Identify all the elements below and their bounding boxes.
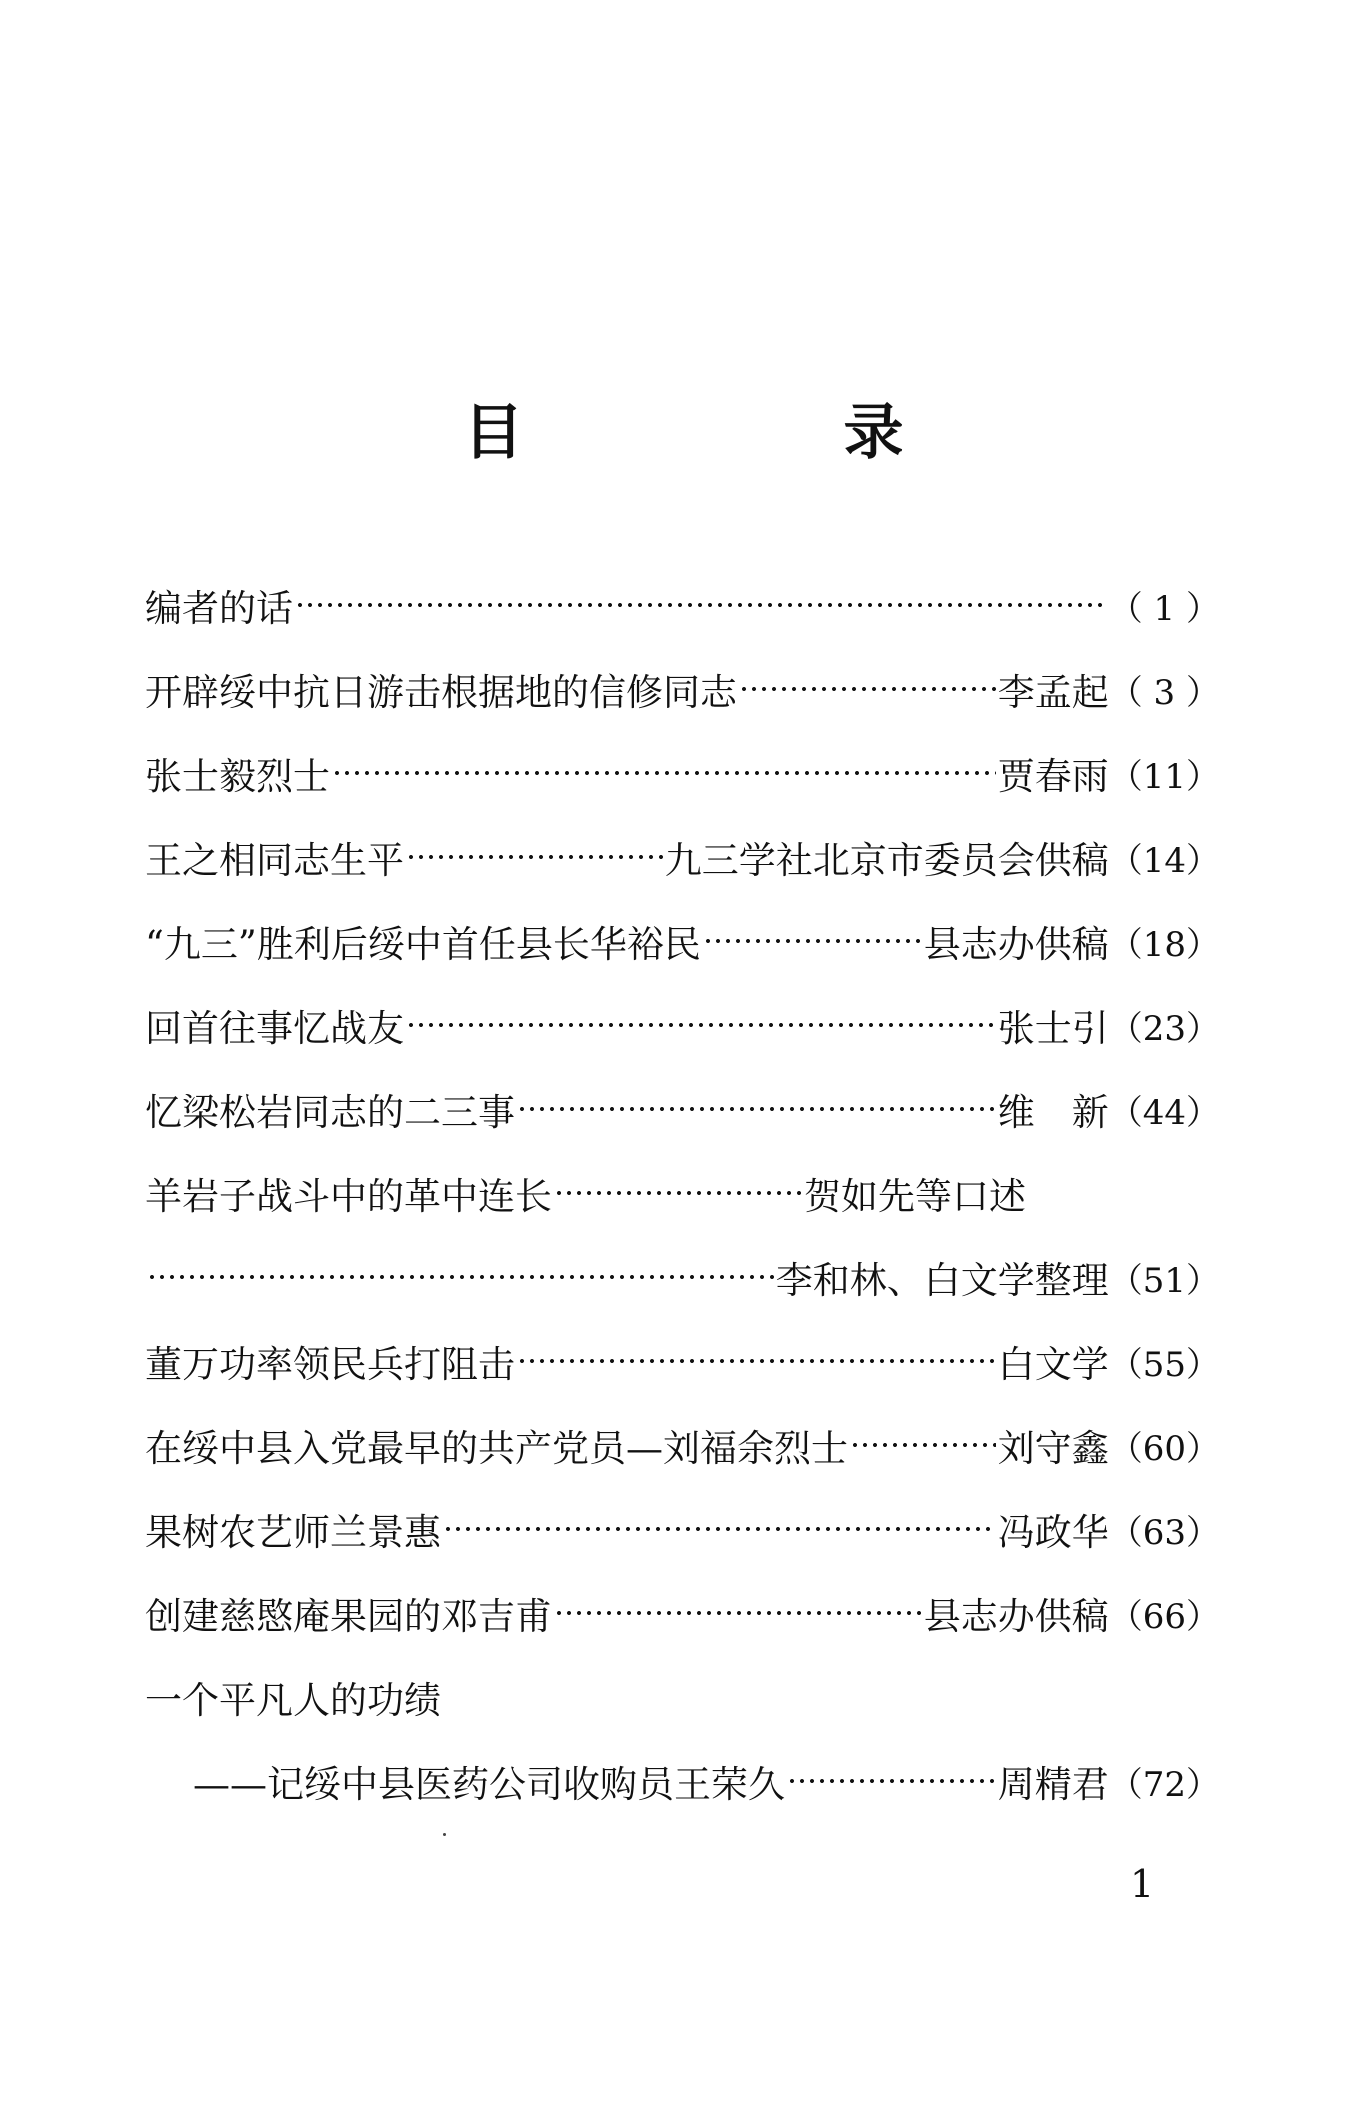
- entry-title: “九三”胜利后绥中首任县长华裕民: [145, 923, 701, 966]
- entry-title: 果树农艺师兰景惠: [145, 1511, 441, 1554]
- entry-title: 王之相同志生平: [145, 839, 404, 882]
- entry-author: 贺如先等口述: [804, 1175, 1026, 1218]
- leader-dots: [787, 1777, 996, 1785]
- entry-author: 白文学: [997, 1343, 1109, 1386]
- toc-entry-8-cont[interactable]: [145, 1247, 1220, 1307]
- entry-page: （23）: [1108, 1008, 1220, 1049]
- leader-dots: [703, 937, 922, 945]
- entry-page: （60）: [1108, 1428, 1220, 1469]
- leader-dots: [517, 1357, 996, 1365]
- toc-entry-9[interactable]: [145, 1331, 1220, 1391]
- entry-author: 九三学社北京市委员会供稿: [664, 839, 1109, 882]
- leader-dots: [332, 769, 996, 777]
- toc-entry-7[interactable]: [145, 1079, 1220, 1139]
- entry-author: 维 新: [997, 1091, 1109, 1134]
- entry-title: 董万功率领民兵打阻击: [145, 1343, 515, 1386]
- leader-dots: [443, 1525, 996, 1533]
- entry-page: （11）: [1108, 756, 1220, 797]
- leader-dots: [554, 1609, 922, 1617]
- toc-entry-6[interactable]: [145, 995, 1220, 1055]
- leader-dots: [739, 685, 996, 693]
- page-number: 1: [1130, 1862, 1155, 1906]
- entry-title: 羊岩子战斗中的革中连长: [145, 1175, 552, 1218]
- entry-author: 李孟起: [997, 671, 1109, 714]
- entry-page: （63）: [1108, 1512, 1220, 1553]
- entry-author: 冯政华: [997, 1511, 1109, 1554]
- entry-title: 一个平凡人的功绩: [145, 1679, 441, 1722]
- entry-page: （51）: [1108, 1260, 1220, 1301]
- toc-entry-3[interactable]: [145, 743, 1220, 803]
- toc-entry-12[interactable]: [145, 1583, 1220, 1643]
- entry-page: （ 3 ）: [1108, 672, 1220, 713]
- leader-dots: [406, 1021, 996, 1029]
- leader-dots: [147, 1273, 774, 1281]
- entry-page: （66）: [1108, 1596, 1220, 1637]
- toc-entry-2[interactable]: [145, 659, 1220, 719]
- toc-entry-4[interactable]: [145, 827, 1220, 887]
- toc-entry-13-subtitle[interactable]: [145, 1751, 1220, 1811]
- entry-page: （18）: [1108, 924, 1220, 965]
- toc-entry-8[interactable]: [145, 1163, 1220, 1223]
- entry-title: 回首往事忆战友: [145, 1007, 404, 1050]
- toc-entry-5[interactable]: [145, 911, 1220, 971]
- entry-author: 周精君: [997, 1763, 1109, 1806]
- entry-title: 在绥中县入党最早的共产党员—刘福余烈士: [145, 1427, 848, 1470]
- entry-title: 创建慈愍庵果园的邓吉甫: [145, 1595, 552, 1638]
- entry-page: （55）: [1108, 1344, 1220, 1385]
- entry-title: 张士毅烈士: [145, 755, 330, 798]
- entry-page: （14）: [1108, 840, 1220, 881]
- print-speck: [443, 1833, 446, 1836]
- entry-author: 李和林、白文学整理: [775, 1259, 1109, 1302]
- entry-title: ——记绥中县医药公司收购员王荣久: [193, 1763, 785, 1806]
- toc-entry-1[interactable]: [145, 575, 1220, 635]
- entry-author: 县志办供稿: [923, 923, 1109, 966]
- entry-title: 开辟绥中抗日游击根据地的信修同志: [145, 671, 737, 714]
- entry-page: （72）: [1108, 1764, 1220, 1805]
- leader-dots: [406, 853, 663, 861]
- entry-page: （44）: [1108, 1092, 1220, 1133]
- page-title: 目 录: [463, 398, 1034, 468]
- entry-author: 县志办供稿: [923, 1595, 1109, 1638]
- entry-page: （ 1 ）: [1108, 588, 1220, 629]
- leader-dots: [295, 601, 1107, 609]
- leader-dots: [554, 1189, 802, 1197]
- entry-author: 张士引: [997, 1007, 1109, 1050]
- entry-author: 刘守鑫: [997, 1427, 1109, 1470]
- toc-entry-10[interactable]: [145, 1415, 1220, 1475]
- toc-entry-11[interactable]: [145, 1499, 1220, 1559]
- entry-title: 忆梁松岩同志的二三事: [145, 1091, 515, 1134]
- entry-title: 编者的话: [145, 587, 293, 630]
- leader-dots: [850, 1441, 996, 1449]
- leader-dots: [517, 1105, 996, 1113]
- entry-author: 贾春雨: [997, 755, 1109, 798]
- toc-entry-13[interactable]: [145, 1667, 1220, 1727]
